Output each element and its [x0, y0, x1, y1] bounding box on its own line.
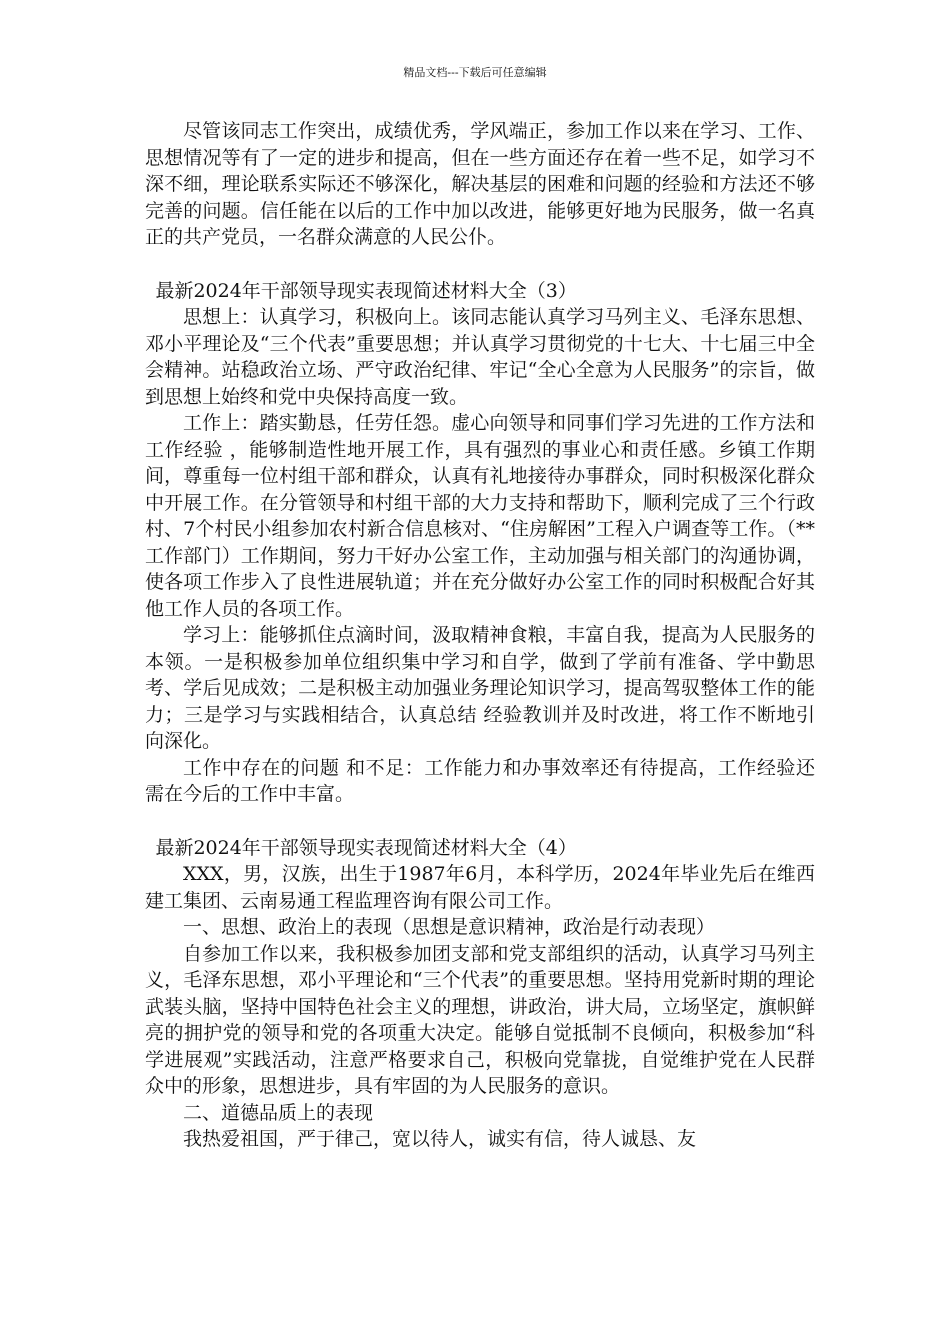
paragraph: 自参加工作以来，我积极参加团支部和党支部组织的活动，认真学习马列主义，毛泽东思想，邓小平理论和“三个代表”的重要思想。坚持用党新时期的理论武装头脑，坚持中国特色社会主义的理想，讲政治，讲大局，立场坚定，旗帜鲜亮的拥护党的领导和党的各项重大决定。能够自觉抵制不良倾向，积极参加“科学进展观”实践活动，注意严格要求自己，积极向党靠拢，自觉维护党在人民群众中的形象，思想进步，具有牢固的为人民服务的意识。: [145, 942, 815, 1097]
paragraph: 工作中存在的问题 和不足：工作能力和办事效率还有待提高，工作经验还需在今后的工作中丰富。: [145, 756, 815, 805]
section-heading: 最新2024年干部领导现实表现简述材料大全（4）: [155, 836, 577, 859]
paragraph: 工作上：踏实勤恳，任劳任怨。虚心向领导和同事们学习先进的工作方法和工作经验 ，能够制造性地开展工作，具有强烈的事业心和责任感。乡镇工作期间，尊重每一位村组干部和群众，认真有礼地接待办事群众，同时积极深化群众中开展工作。在分管领导和村组干部的大力支持和帮助下，顺利完成了三个行政村、7个村民小组参加农村新合信息核对、“住房解困”工程入户调查等工作。（**工作部门）工作期间，努力干好办公室工作，主动加强与相关部门的沟通协调，使各项工作步入了良性进展轨道；并在充分做好办公室工作的同时积极配合好其他工作人员的各项工作。: [145, 412, 815, 620]
paragraph: 思想上：认真学习，积极向上。该同志能认真学习马列主义、毛泽东思想、邓小平理论及“三个代表”重要思想；并认真学习贯彻党的十七大、十七届三中全会精神。站稳政治立场、严守政治纪律、牢记“全心全意为人民服务”的宗旨，做到思想上始终和党中央保持高度一致。: [145, 306, 815, 408]
paragraph: XXX，男，汉族，出生于1987年6月，本科学历，2024年毕业先后在维西建工集团、云南易通工程监理咨询有限公司工作。: [145, 863, 815, 912]
document-body: [145, 118, 815, 1153]
spacer: [145, 251, 815, 278]
paragraph: 二、道德品质上的表现: [183, 1101, 374, 1124]
paragraph: 学习上：能够抓住点滴时间，汲取精神食粮，丰富自我，提高为人民服务的本领。一是积极参加单位组织集中学习和自学，做到了学前有准备、学中勤思考、学后见成效；二是积极主动加强业务理论知识学习，提高驾驭整体工作的能力；三是学习与实践相结合，认真总结 经验教训并及时改进，将工作不断地引向深化。: [145, 624, 815, 752]
paragraph: 尽管该同志工作突出，成绩优秀，学风端正，参加工作以来在学习、工作、思想情况等有了一定的进步和提高，但在一些方面还存在着一些不足，如学习不深不细，理论联系实际还不够深化，解决基层的困难和问题的经验和方法还不够完善的问题。信任能在以后的工作中加以改进，能够更好地为民服务，做一名真正的共产党员，一名群众满意的人民公仆。: [145, 120, 815, 248]
paragraph: 我热爱祖国，严于律己，宽以待人，诚实有信，待人诚恳、友: [183, 1128, 697, 1150]
section-heading: 最新2024年干部领导现实表现简述材料大全（3）: [155, 279, 577, 302]
paragraph: 一、思想、政治上的表现（思想是意识精神，政治是行动表现）: [183, 916, 716, 938]
spacer: [145, 808, 815, 835]
page-header: 精品文档---下载后可任意编辑: [403, 66, 547, 79]
